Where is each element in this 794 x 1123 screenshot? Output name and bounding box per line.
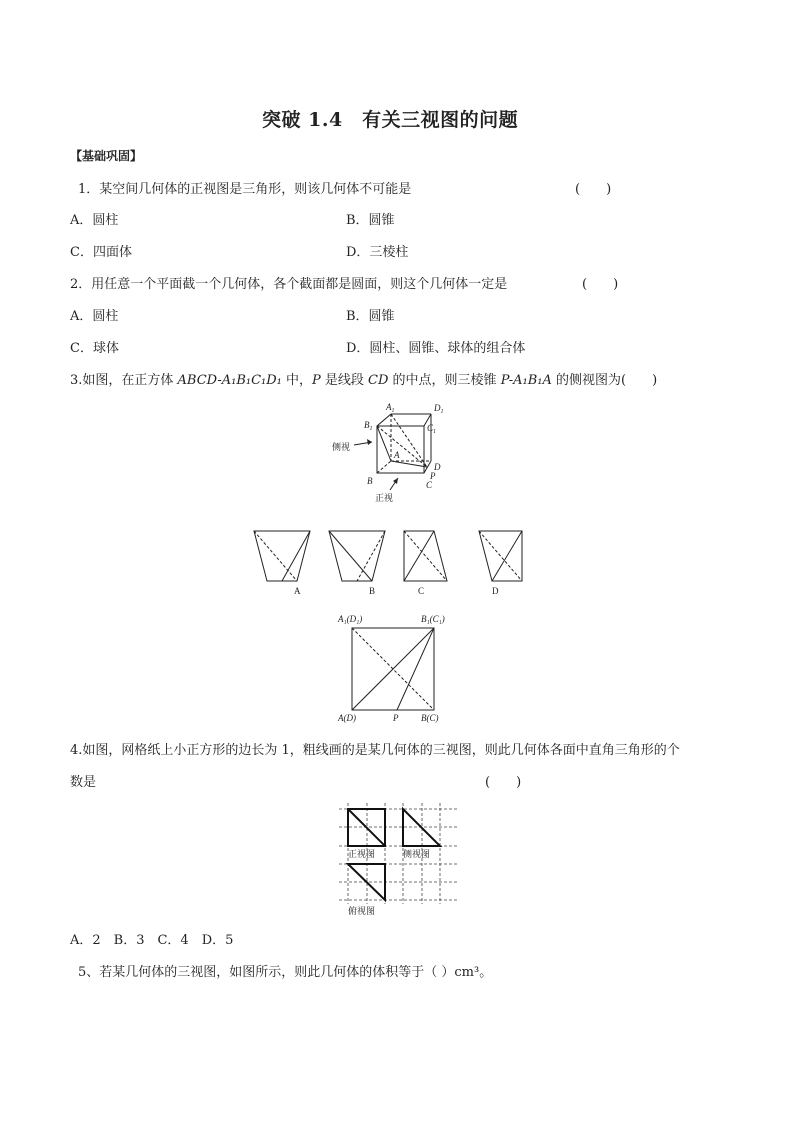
svg-text:A: A	[294, 586, 301, 596]
q1-option-a: A．圆柱	[70, 213, 119, 228]
q3-choices	[252, 528, 542, 600]
svg-text:侧视: 侧视	[332, 442, 351, 452]
q2-stem: 2．用任意一个平面截一个几何体，各个截面都是圆面，则这个几何体一定是	[70, 277, 508, 292]
q2-option-b: B．圆锥	[346, 309, 395, 324]
q4-three-view-figure	[336, 800, 461, 920]
svg-text:B1: $B_1$	[364, 420, 373, 432]
svg-text:A₁(D₁): A₁(D₁)	[338, 614, 363, 624]
svg-text:D: D	[492, 586, 499, 596]
q1-stem: 1．某空间几何体的正视图是三角形，则该几何体不可能是	[78, 182, 412, 197]
q4-stem-line2: 数是	[70, 775, 97, 790]
choice-d-figure	[479, 531, 522, 581]
q3-answer-figure	[335, 610, 465, 725]
q4-options: A．2 B．3 C．4 D．5	[70, 933, 234, 948]
svg-text:D: D	[434, 462, 441, 472]
svg-text:正视图: 正视图	[348, 849, 376, 859]
page-title: 突破 1.4 有关三视图的问题	[262, 109, 519, 131]
q2-option-a: A．圆柱	[70, 309, 119, 324]
svg-text:C1: $C_1$	[427, 423, 437, 435]
choice-c-figure	[404, 531, 447, 581]
section-heading: 【基础巩固】	[70, 149, 143, 163]
svg-text:B: B	[369, 586, 376, 596]
q2-option-d: D．圆柱、圆锥、球体的组合体	[346, 341, 526, 356]
svg-text:侧视图: 侧视图	[403, 849, 431, 859]
q2-paren: ( )	[582, 277, 619, 292]
svg-text:A(D): A(D)	[338, 713, 356, 723]
cube-figure	[330, 398, 470, 508]
q1-option-b: B．圆锥	[346, 213, 395, 228]
choice-a-figure	[254, 531, 310, 581]
svg-text:P: P	[393, 713, 399, 723]
svg-text:B₁(C₁): B₁(C₁)	[421, 614, 445, 624]
q5-stem: 5、若某几何体的三视图，如图所示，则此几何体的体积等于（ ）cm³。	[78, 965, 493, 980]
svg-text:B: B	[367, 476, 373, 486]
svg-text:A1: $A_1$	[386, 402, 395, 414]
choice-b-figure	[329, 531, 385, 581]
q3-stem: 3.如图，在正方体 ABCD-A₁B₁C₁D₁ 中，P 是线段 CD 的中点，则三棱锥 P-A₁B₁A 的侧视图为( )	[70, 373, 658, 388]
q1-option-d: D．三棱柱	[346, 245, 409, 260]
svg-text:正视: 正视	[375, 493, 394, 503]
q2-option-c: C．球体	[70, 341, 119, 356]
svg-text:A: A	[394, 450, 400, 460]
svg-text:B(C): B(C)	[421, 713, 439, 723]
svg-text:C: C	[426, 480, 433, 490]
q4-stem-line1: 4.如图，网格纸上小正方形的边长为 1，粗线画的是某几何体的三视图，则此几何体各面中直角三角形的个	[70, 743, 680, 758]
svg-text:C: C	[418, 586, 425, 596]
svg-text:D1: $D_1$	[434, 403, 444, 415]
q1-paren: ( )	[575, 182, 612, 197]
svg-text:P: P	[430, 471, 436, 481]
q4-paren: ( )	[485, 775, 522, 790]
q1-option-c: C．四面体	[70, 245, 132, 260]
svg-text:俯视图: 俯视图	[348, 906, 376, 916]
